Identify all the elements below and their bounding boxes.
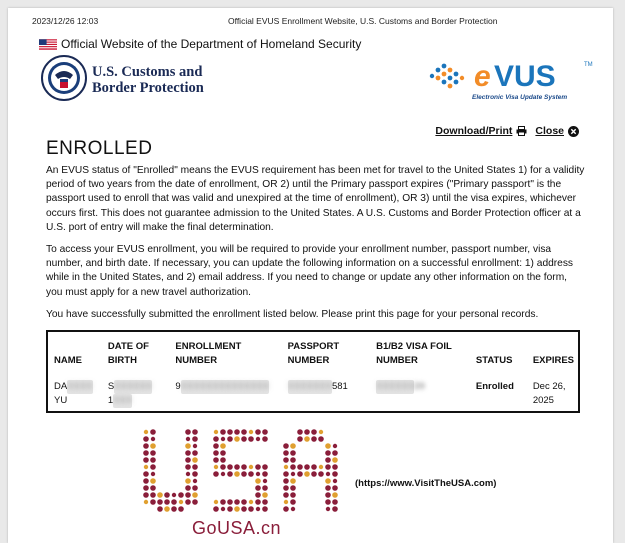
evus-subtitle: Electronic Visa Update System <box>472 94 568 101</box>
usa-dot <box>255 499 261 505</box>
usa-dot <box>221 472 225 476</box>
usa-dot <box>234 429 240 435</box>
cell-passport-number <box>282 376 371 408</box>
usa-dot <box>333 444 337 448</box>
usa-dot <box>262 429 268 435</box>
visittheusa-link[interactable]: (https://www.VisitTheUSA.com) <box>355 478 497 489</box>
usa-dot <box>326 507 330 511</box>
table-header-row <box>48 332 578 376</box>
usa-dot <box>283 485 289 491</box>
usa-dot <box>234 471 240 477</box>
usa-dot <box>213 443 219 449</box>
usa-dots-icon <box>143 429 338 512</box>
usa-dot <box>262 492 268 498</box>
usa-dot <box>332 499 338 505</box>
usa-dot <box>185 464 191 470</box>
usa-dot <box>186 472 190 476</box>
usa-dot <box>164 506 170 512</box>
usa-dot <box>290 485 296 491</box>
usa-dot <box>185 499 191 505</box>
usa-dot <box>319 465 323 469</box>
usa-dot <box>325 492 331 498</box>
usa-dot <box>290 478 296 484</box>
usa-dot <box>220 464 226 470</box>
usa-dot <box>144 430 148 434</box>
dhs-banner <box>39 37 361 51</box>
usa-dot <box>213 506 219 512</box>
usa-dot <box>304 429 310 435</box>
usa-dot <box>304 464 310 470</box>
usa-dot <box>248 436 254 442</box>
usa-dot <box>150 499 156 505</box>
usa-dot <box>262 506 268 512</box>
usa-dot <box>192 450 198 456</box>
usa-dot <box>220 457 226 463</box>
usa-dot <box>325 478 331 484</box>
usa-dot <box>319 430 323 434</box>
usa-dot <box>332 464 338 470</box>
usa-dot <box>220 429 226 435</box>
usa-dot <box>241 471 247 477</box>
usa-dot <box>192 457 198 463</box>
usa-dot <box>143 450 149 456</box>
usa-dot <box>193 444 197 448</box>
cell-dob <box>102 376 169 408</box>
usa-dot <box>297 436 303 442</box>
usa-dot <box>150 492 156 498</box>
usa-dot <box>311 464 317 470</box>
page-actions <box>435 125 579 137</box>
usa-dot <box>297 471 303 477</box>
cell-name <box>48 376 102 408</box>
redacted-visa: XXXXXX <box>376 381 415 392</box>
expires-line2: 2025 <box>532 395 554 406</box>
printer-icon[interactable] <box>516 126 527 136</box>
usa-dot <box>283 450 289 456</box>
usa-dot <box>325 443 331 449</box>
evus-dots-icon <box>430 64 464 89</box>
usa-dot <box>150 443 156 449</box>
usa-dot <box>256 507 260 511</box>
cell-visa-number <box>370 376 470 408</box>
col-enrollment: ENROLLMENT NUMBER <box>175 341 242 366</box>
usa-dot <box>290 457 296 463</box>
usa-dot <box>325 450 331 456</box>
usa-dot <box>255 492 261 498</box>
usa-dot <box>290 443 296 449</box>
usa-dot <box>325 485 331 491</box>
usa-dot <box>164 492 170 498</box>
usa-dot <box>332 506 338 512</box>
usa-dot <box>179 500 183 504</box>
usa-dot <box>186 437 190 441</box>
usa-dot <box>333 479 337 483</box>
cbp-name-line1: U.S. Customs and <box>92 64 203 80</box>
usa-dot <box>192 436 198 442</box>
usa-dot <box>227 499 233 505</box>
col-dob: DATE OF BIRTH <box>107 341 149 366</box>
usa-dot <box>255 429 261 435</box>
usa-dot <box>290 464 296 470</box>
usa-dot <box>311 429 317 435</box>
status-value: Enrolled <box>475 381 514 392</box>
usa-dot <box>150 478 156 484</box>
usa-dot <box>143 443 149 449</box>
usa-dot <box>284 500 288 504</box>
usa-dot <box>192 492 198 498</box>
usa-dot <box>185 478 191 484</box>
dhs-seal-icon <box>41 55 87 101</box>
usa-dot <box>234 464 240 470</box>
usa-dot <box>234 499 240 505</box>
usa-dot <box>185 457 191 463</box>
usa-dot <box>214 430 218 434</box>
usa-dot <box>262 471 268 477</box>
col-status: STATUS <box>475 355 513 366</box>
usa-dot <box>185 485 191 491</box>
usa-dot <box>221 437 225 441</box>
redacted-name: XXXX <box>67 381 93 392</box>
usa-dot <box>290 499 296 505</box>
usa-dot <box>213 436 219 442</box>
usa-dot <box>241 429 247 435</box>
col-passport: PASSPORT NUMBER <box>287 341 340 366</box>
usa-dot <box>262 485 268 491</box>
usa-dot <box>325 457 331 463</box>
usa-dot <box>255 485 261 491</box>
usa-dot <box>172 493 176 497</box>
usa-dot <box>291 507 295 511</box>
usa-dot <box>143 485 149 491</box>
usa-dotted-logo-icon <box>142 428 342 512</box>
usa-dot <box>263 479 267 483</box>
usa-dot <box>255 464 261 470</box>
cbp-name-line2: Border Protection <box>92 80 204 96</box>
usa-dot <box>150 485 156 491</box>
usa-dot <box>157 492 163 498</box>
usa-dot <box>262 499 268 505</box>
usa-dot <box>241 436 247 442</box>
usa-dot <box>297 464 303 470</box>
print-page-title: Official EVUS Enrollment Website, U.S. Customs and Border Protection <box>228 16 498 26</box>
usa-dot <box>332 450 338 456</box>
usa-dot <box>143 478 149 484</box>
usa-dot <box>213 471 219 477</box>
expires-line1: Dec 26, <box>532 381 566 392</box>
usa-dot <box>290 450 296 456</box>
usa-dot <box>241 506 247 512</box>
usa-dot <box>150 457 156 463</box>
usa-dot <box>143 457 149 463</box>
usa-dot <box>192 429 198 435</box>
cell-expires <box>527 376 578 408</box>
success-message: You have successfully submitted the enrollment listed below. Please print this page for your personal records. <box>46 309 539 320</box>
dob-line2: 1 <box>107 395 114 406</box>
usa-dot <box>304 436 310 442</box>
table-row <box>48 376 578 408</box>
usa-dot <box>332 485 338 491</box>
usa-dot <box>213 457 219 463</box>
usa-dot <box>192 464 198 470</box>
usa-dot <box>227 429 233 435</box>
usa-dot <box>227 471 233 477</box>
usa-dot <box>178 506 184 512</box>
usa-dot <box>185 429 191 435</box>
usa-dot <box>283 443 289 449</box>
usa-dot <box>185 443 191 449</box>
access-info: To access your EVUS enrollment, you will be required to provide your enrollment number, passport number, visa number, and birth date. If necessary, you can update the following information on a successful enrollment: 1) address while in the United States, and 2) email address. If you need to change or update any other information on the form, you must apply for a new travel authorization. <box>46 244 574 298</box>
col-name: NAME <box>54 355 82 366</box>
usa-dot <box>297 429 303 435</box>
close-icon[interactable] <box>568 126 579 137</box>
usa-dot <box>151 437 155 441</box>
usa-dot <box>304 471 310 477</box>
usa-dot <box>192 485 198 491</box>
usa-dot <box>220 499 226 505</box>
usa-dot <box>318 471 324 477</box>
usa-dot <box>255 478 261 484</box>
usa-dot <box>150 464 156 470</box>
name-line2: YU <box>54 395 68 406</box>
download-print-link[interactable]: Download/Print <box>435 125 513 137</box>
usa-dot <box>262 436 268 442</box>
svg-text:TM: TM <box>584 62 593 68</box>
redacted-passport: XXXXXXX <box>287 381 332 392</box>
usa-dot <box>241 499 247 505</box>
usa-dot <box>332 471 338 477</box>
usa-dot <box>214 500 218 504</box>
cell-status <box>470 376 527 408</box>
usa-dot <box>283 457 289 463</box>
cbp-name <box>92 64 204 96</box>
usa-dot <box>332 457 338 463</box>
usa-dot <box>192 499 198 505</box>
usa-dot <box>325 464 331 470</box>
usa-dot <box>234 436 240 442</box>
print-timestamp: 2023/12/26 12:03 <box>32 16 99 26</box>
official-site-text: Official Website of the Department of Homeland Security <box>61 37 362 51</box>
name-line1: DA <box>54 381 68 392</box>
cell-enrollment-number <box>169 376 281 408</box>
usa-dot <box>227 464 233 470</box>
usa-dot <box>185 450 191 456</box>
usa-dot <box>144 465 148 469</box>
svg-text:e: e <box>474 60 491 93</box>
page-title: ENROLLED <box>46 138 153 159</box>
usa-dot <box>157 499 163 505</box>
enrollment-prefix: 9 <box>175 381 181 392</box>
printed-page <box>8 8 613 543</box>
usa-dot <box>143 492 149 498</box>
redacted-dob: XXXXXX <box>114 381 153 392</box>
usa-dot <box>241 464 247 470</box>
usa-dot <box>151 472 155 476</box>
usa-dot <box>290 492 296 498</box>
usa-dot <box>171 506 177 512</box>
us-flag-icon <box>39 39 57 50</box>
usa-dot <box>249 465 253 469</box>
usa-dot <box>144 500 148 504</box>
redacted-enrollment: XXXXXXXXXXXXXX <box>180 381 270 392</box>
usa-dot <box>249 430 253 434</box>
col-visa: B1/B2 VISA FOIL NUMBER <box>376 341 452 366</box>
usa-dot <box>220 450 226 456</box>
gousa-brand: GoUSA.cn <box>192 518 282 538</box>
usa-dot <box>311 436 317 442</box>
usa-dot <box>220 443 226 449</box>
close-link[interactable]: Close <box>535 125 564 137</box>
usa-dot <box>164 499 170 505</box>
usa-dot <box>291 472 295 476</box>
usa-dot <box>192 471 198 477</box>
usa-dot <box>150 429 156 435</box>
usa-dot <box>262 464 268 470</box>
usa-dot <box>326 472 330 476</box>
usa-dot <box>248 506 254 512</box>
usa-dot <box>283 471 289 477</box>
usa-dot <box>150 450 156 456</box>
status-explanation: An EVUS status of "Enrolled" means the EVUS requirement has been met for travel to the United States 1) for a validity period of two years from the date of enrollment, OR 2) until the Primary passport expires ("Primary passport" is the passport used to enroll that was valid and unexpired at the time of enrollment), OR 3) until the visa expires, whichever occurs first. This does not guarantee admission to the United States. A U.S. Customs and Border Protection officer at a U.S. port of entry will make the final determination. <box>46 165 585 233</box>
usa-dot <box>234 506 240 512</box>
enrollment-table <box>46 330 580 413</box>
usa-dot <box>171 499 177 505</box>
usa-dot <box>143 436 149 442</box>
usa-dot <box>185 492 191 498</box>
usa-dot <box>284 465 288 469</box>
usa-dot <box>311 471 317 477</box>
usa-dot <box>193 479 197 483</box>
usa-dot <box>214 465 218 469</box>
redacted-dob-year: XXX <box>113 395 133 406</box>
usa-dot <box>249 500 253 504</box>
usa-dot <box>256 472 260 476</box>
usa-dot <box>256 437 260 441</box>
usa-dot <box>227 506 233 512</box>
usa-dot <box>143 471 149 477</box>
svg-text:VUS: VUS <box>494 60 556 93</box>
usa-dot <box>178 492 184 498</box>
print-header <box>32 16 599 30</box>
usa-dot <box>318 436 324 442</box>
usa-dot <box>213 450 219 456</box>
usa-dot <box>325 499 331 505</box>
usa-dot <box>283 492 289 498</box>
dob-line1: S <box>107 381 115 392</box>
usa-dot <box>221 507 225 511</box>
usa-dot <box>283 478 289 484</box>
col-expires: EXPIRES <box>532 355 574 366</box>
passport-suffix: 581 <box>331 381 348 392</box>
usa-dot <box>283 506 289 512</box>
usa-dot <box>227 436 233 442</box>
usa-dot <box>157 506 163 512</box>
visa-suffix: 39 <box>414 381 425 392</box>
usa-dot <box>332 492 338 498</box>
usa-dot <box>248 471 254 477</box>
